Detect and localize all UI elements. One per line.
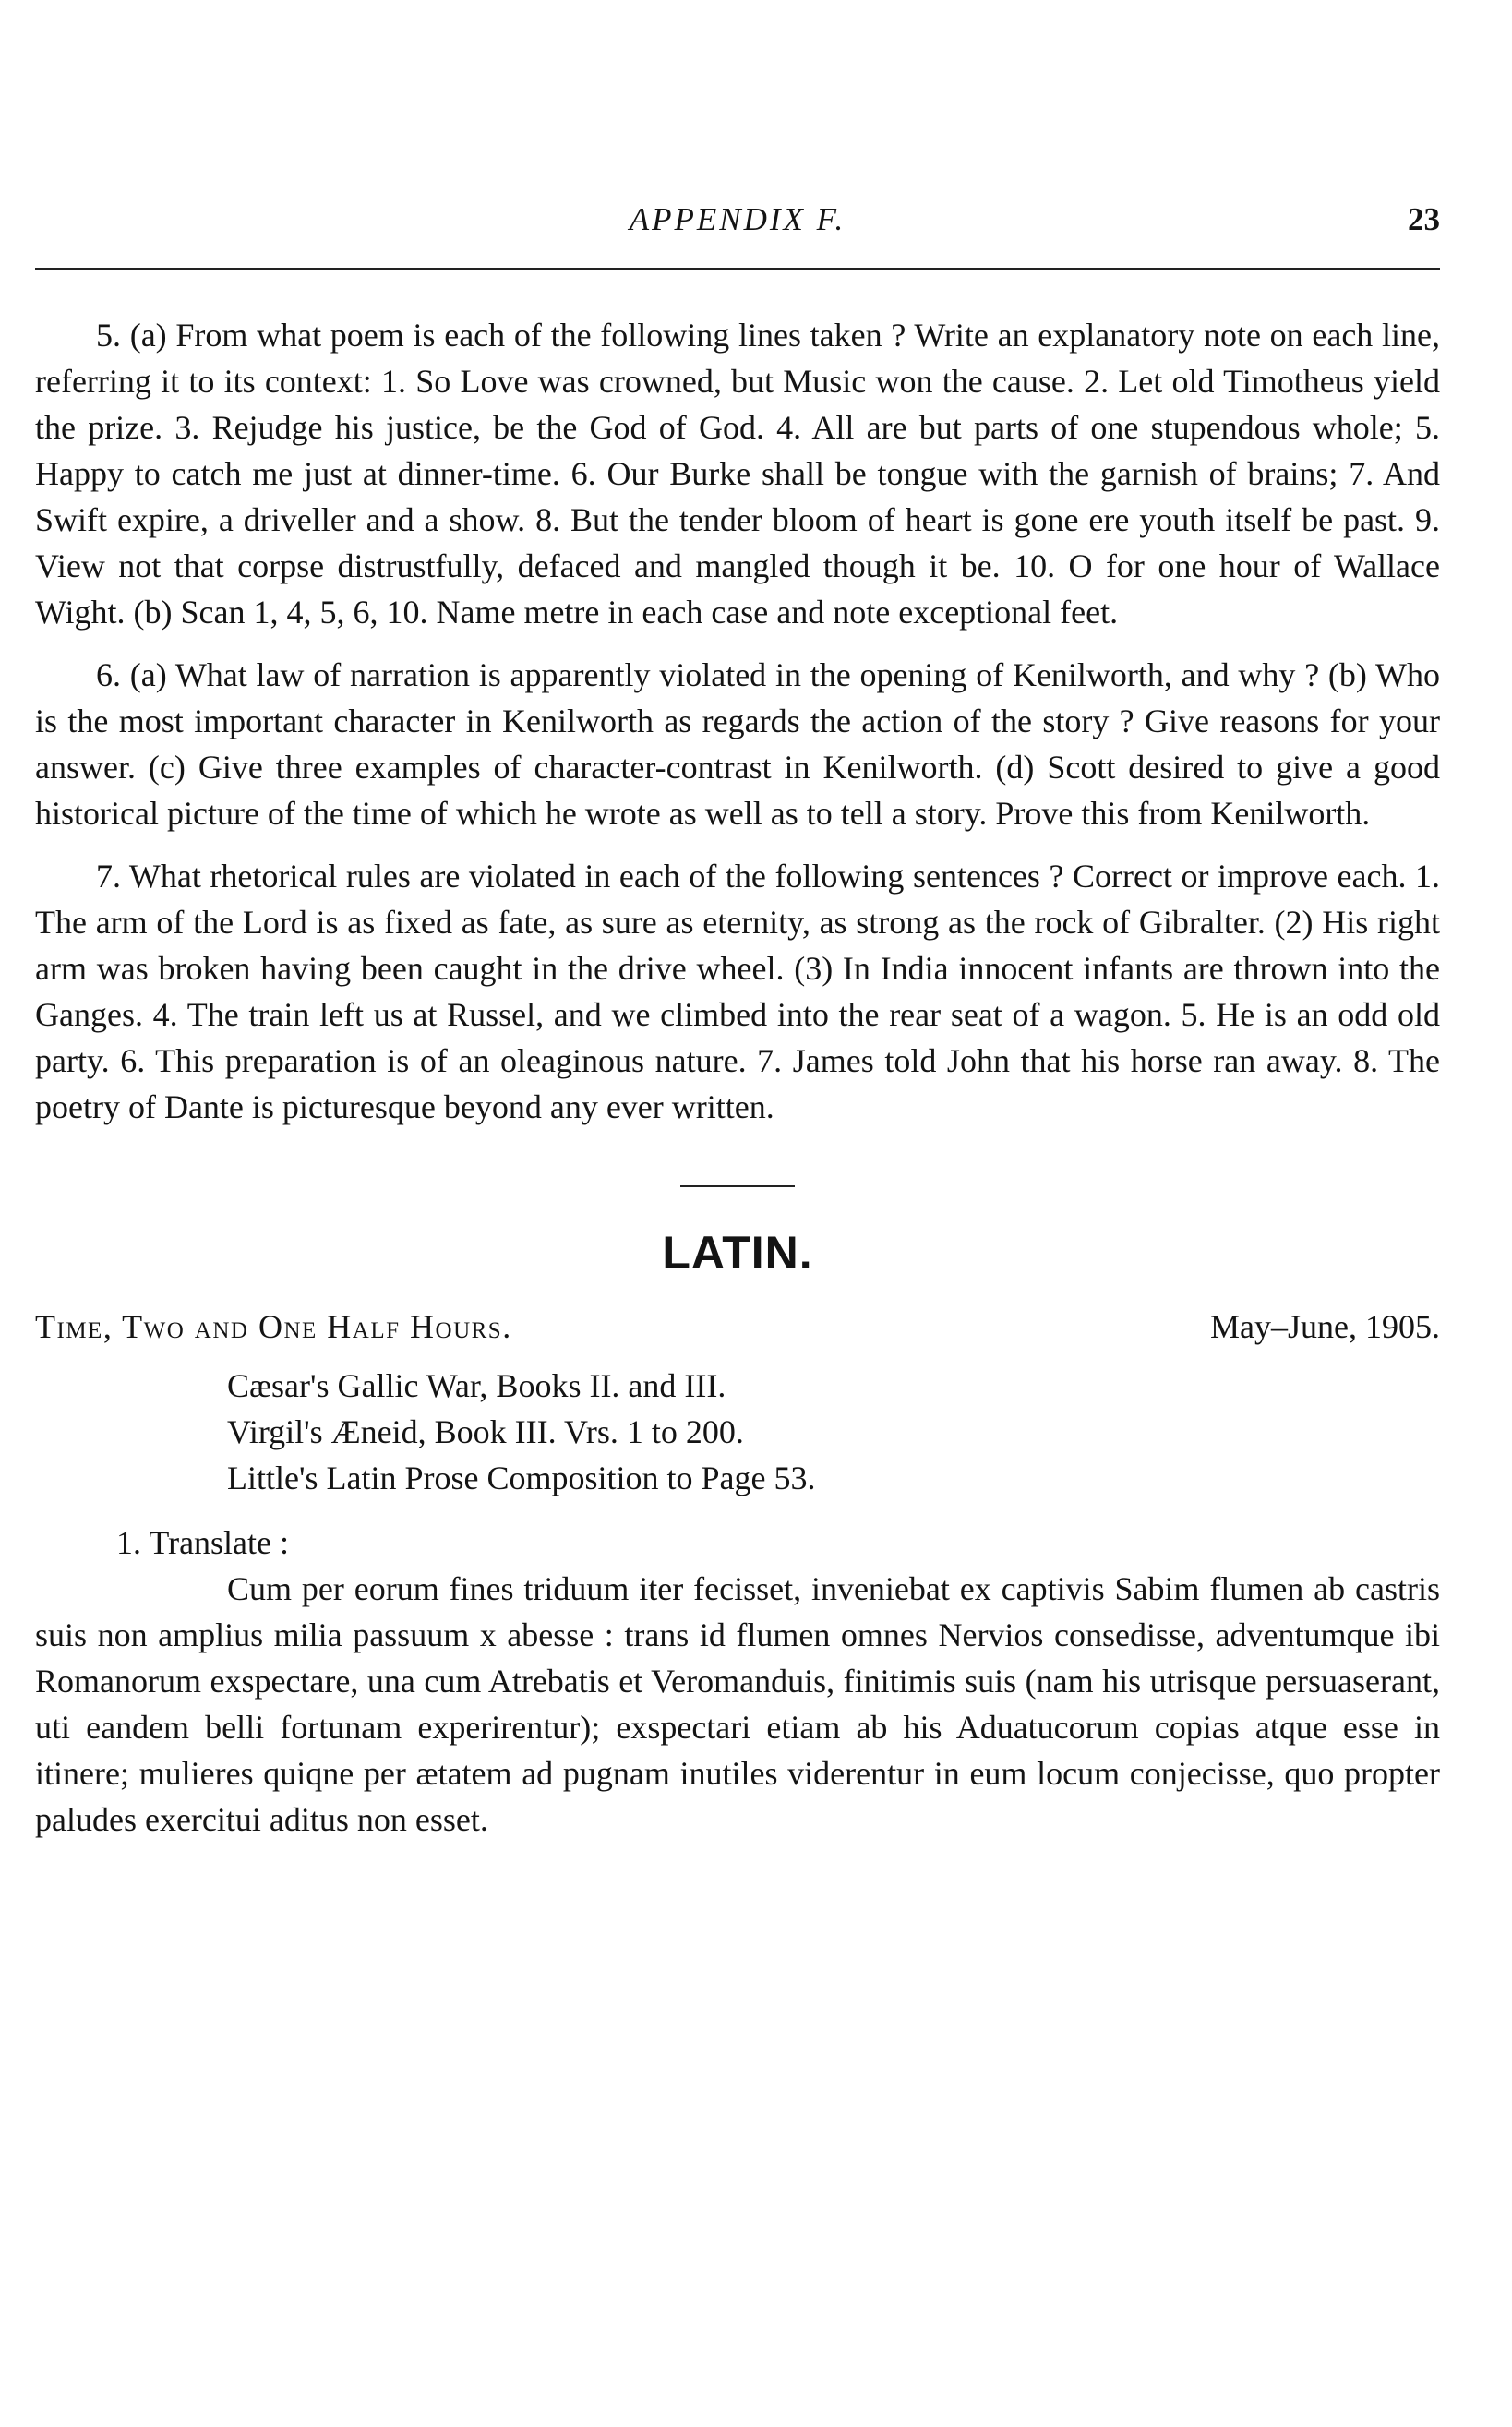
latin-section-heading: LATIN. — [662, 1227, 813, 1279]
prescribed-texts — [227, 1363, 1440, 1501]
header-rule — [35, 268, 1440, 270]
exam-time: Time, Two and One Half Hours. — [35, 1308, 512, 1345]
question-7: 7. What rhetorical rules are violated in each of the following sentences ? Correct or improve each. 1. The arm of the Lord is as fixed as fate, as sure as eternity, as strong as the rock of Gibralter. (2) His right arm was broken having been caught in the drive wheel. (3) In India innocent infants are thrown into the Ganges. 4. The train left us at Russel, and we climbed into the rear seat of a wagon. 5. He is an odd old party. 6. This preparation is of an oleaginous nature. 7. James told John that his horse ran away. 8. The poetry of Dante is picturesque beyond any ever written. — [35, 858, 1440, 1125]
running-header — [35, 201, 1440, 247]
page-body — [35, 312, 1440, 1843]
section-divider — [680, 1185, 795, 1187]
book-page — [35, 0, 1440, 2427]
prescribed-text-item: Cæsar's Gallic War, Books II. and III. — [227, 1367, 726, 1404]
latin-translation-passage: Cum per eorum fines triduum iter fecisset, inveniebat ex captivis Sabim flumen ab castris suis non amplius milia passuum x abesse : trans id flumen omnes Nervios consedisse, adventumque ibi Romanorum exspectare, una cum Atrebatis et Veromanduis, finitimis suis (nam his utrisque persuaserant, uti eandem belli fortunam experirentur); exspectari etiam ab his Aduatucorum copias atque esse in itinere; mulieres quiqne per ætatem ad pugnam inutiles viderentur in eum locum conjecisse, quo propter paludes exercitui aditus non esset. — [35, 1570, 1440, 1838]
page-number: 23 — [1408, 201, 1440, 237]
prescribed-text-item: Little's Latin Prose Composition to Page 53. — [227, 1460, 816, 1496]
exam-date: May–June, 1905. — [1210, 1308, 1440, 1345]
prescribed-text-item: Virgil's Æneid, Book III. Vrs. 1 to 200. — [227, 1413, 744, 1450]
running-title: APPENDIX F. — [629, 201, 846, 237]
question-5: 5. (a) From what poem is each of the following lines taken ? Write an explanatory note on each line, referring it to its context: 1. So Love was crowned, but Music won the cause. 2. Let old Timotheus yield the prize. 3. Rejudge his justice, be the God of God. 4. All are but parts of one stupendous whole; 5. Happy to catch me just at dinner-time. 6. Our Burke shall be tongue with the garnish of brains; 7. And Swift expire, a driveller and a show. 8. But the tender bloom of heart is gone ere youth itself be past. 9. View not that corpse distrustfully, defaced and mangled though it be. 10. O for one hour of Wallace Wight. (b) Scan 1, 4, 5, 6, 10. Name metre in each case and note exceptional feet. — [35, 317, 1440, 631]
latin-question-1-label: 1. Translate : — [116, 1524, 290, 1561]
question-6: 6. (a) What law of narration is apparently violated in the opening of Kenilworth, and why ? (b) Who is the most important character in Kenilworth as regards the action of the story ? Give reasons for your answer. (c) Give three examples of character-contrast in Kenilworth. (d) Scott desired to give a good historical picture of the time of which he wrote as well as to tell a story. Prove this from Kenilworth. — [35, 656, 1440, 832]
exam-info — [35, 1304, 1440, 1350]
